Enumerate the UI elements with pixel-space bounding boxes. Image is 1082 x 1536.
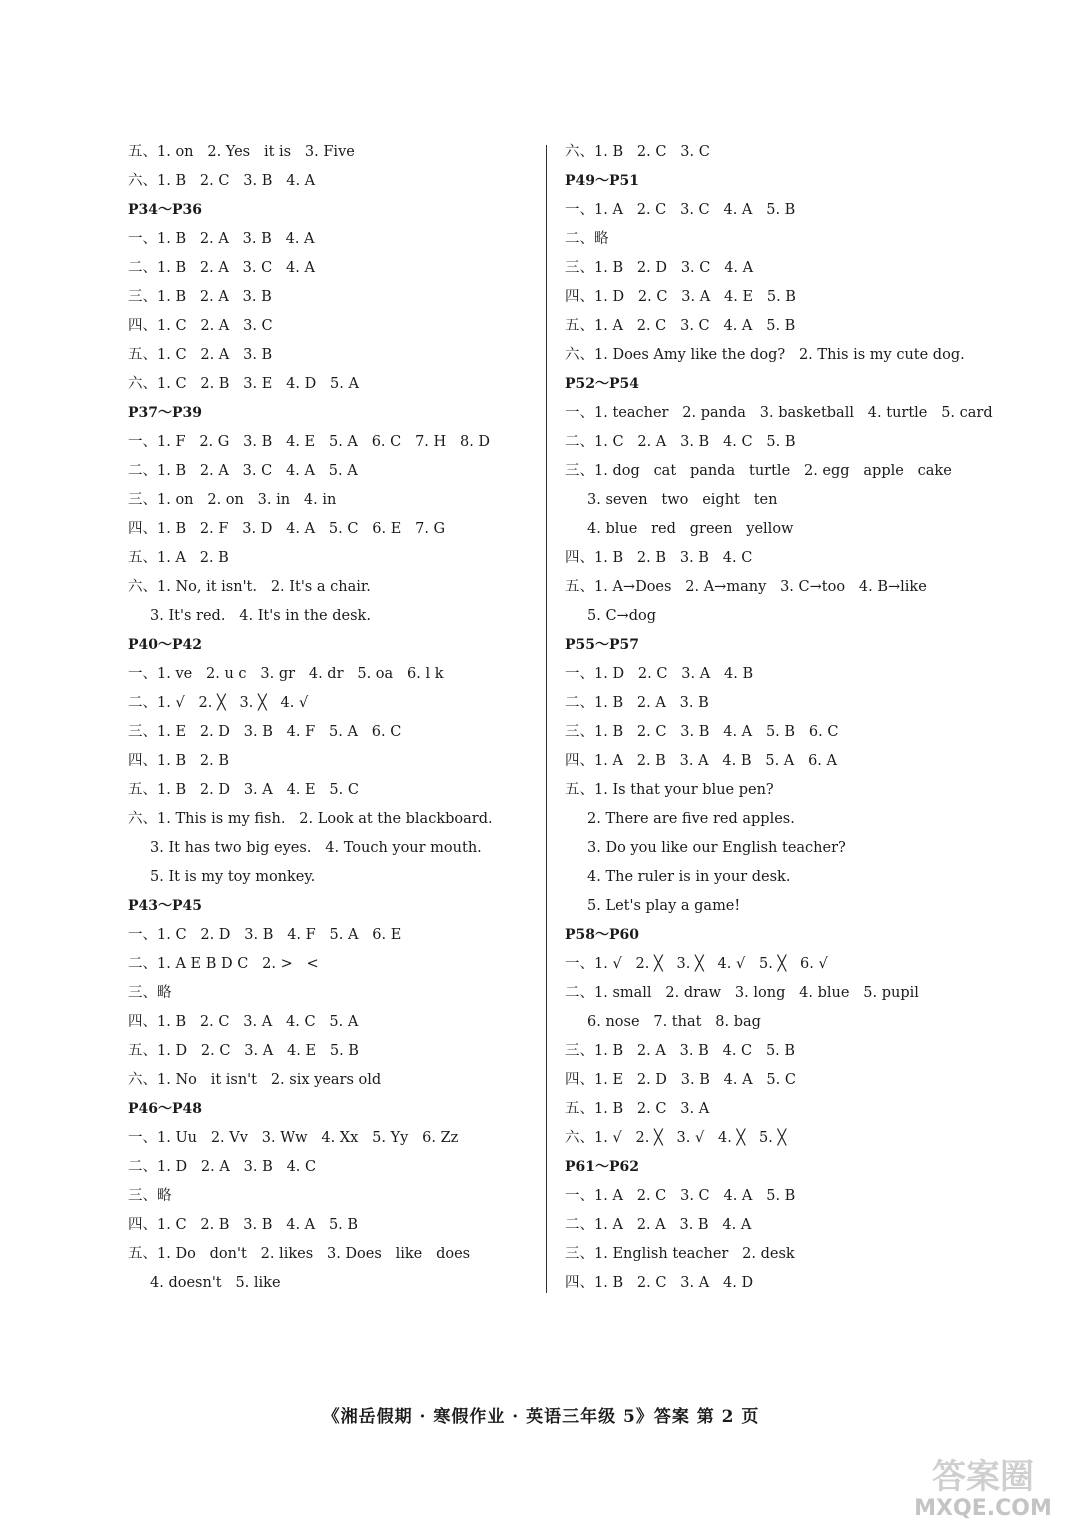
answer-line: 一、1. C 2. D 3. B 4. F 5. A 6. E — [128, 927, 402, 943]
section-heading: P55～P57 — [565, 637, 640, 653]
answer-line: 二、1. small 2. draw 3. long 4. blue 5. pupil — [565, 985, 919, 1001]
answer-line: 三、略 — [128, 985, 172, 1001]
answer-line: 四、1. C 2. A 3. C — [128, 318, 273, 334]
answer-line: 五、1. Do don't 2. likes 3. Does like does — [128, 1246, 471, 1262]
answer-line: 四、1. E 2. D 3. B 4. A 5. C — [565, 1072, 796, 1088]
answer-line: 三、1. English teacher 2. desk — [565, 1246, 795, 1262]
answer-line: 三、略 — [128, 1188, 172, 1204]
answer-line: 四、1. B 2. F 3. D 4. A 5. C 6. E 7. G — [128, 521, 446, 537]
answer-line: 二、1. B 2. A 3. C 4. A 5. A — [128, 463, 358, 479]
answer-line: 三、1. dog cat panda turtle 2. egg apple cake — [565, 463, 952, 479]
answer-line: 6. nose 7. that 8. bag — [587, 1014, 761, 1030]
answer-line: 六、1. B 2. C 3. C — [565, 144, 710, 160]
answer-line: 4. The ruler is in your desk. — [587, 869, 791, 885]
section-heading: P40～P42 — [128, 637, 203, 653]
answer-line: 五、1. C 2. A 3. B — [128, 347, 273, 363]
answer-line: 二、1. A 2. A 3. B 4. A — [565, 1217, 752, 1233]
answer-line: 一、1. A 2. C 3. C 4. A 5. B — [565, 202, 796, 218]
answer-line: 四、1. A 2. B 3. A 4. B 5. A 6. A — [565, 753, 837, 769]
answer-line: 二、1. D 2. A 3. B 4. C — [128, 1159, 317, 1175]
answer-line: 一、1. ve 2. u c 3. gr 4. dr 5. oa 6. l k — [128, 666, 444, 682]
answer-line: 5. C→dog — [587, 608, 656, 624]
answer-line: 一、1. Uu 2. Vv 3. Ww 4. Xx 5. Yy 6. Zz — [128, 1130, 459, 1146]
answer-line: 5. It is my toy monkey. — [150, 869, 316, 885]
answer-line: 五、1. on 2. Yes it is 3. Five — [128, 144, 355, 160]
answer-line: 四、1. B 2. B — [128, 753, 230, 769]
answer-line: 六、1. B 2. C 3. B 4. A — [128, 173, 316, 189]
answer-line: 五、1. A 2. C 3. C 4. A 5. B — [565, 318, 796, 334]
answer-line: 四、1. C 2. B 3. B 4. A 5. B — [128, 1217, 359, 1233]
watermark-text: 答案圈 — [932, 1457, 1034, 1497]
answer-line: 3. It has two big eyes. 4. Touch your mouth. — [150, 840, 482, 856]
answer-line: 二、1. C 2. A 3. B 4. C 5. B — [565, 434, 796, 450]
answer-line: 五、1. A→Does 2. A→many 3. C→too 4. B→like — [565, 579, 927, 595]
answer-line: 五、1. Is that your blue pen? — [565, 782, 774, 798]
section-heading: P34～P36 — [128, 202, 203, 218]
answer-line: 三、1. on 2. on 3. in 4. in — [128, 492, 337, 508]
answer-line: 五、1. D 2. C 3. A 4. E 5. B — [128, 1043, 359, 1059]
section-heading: P49～P51 — [565, 173, 640, 189]
watermark-url: MXQE.COM — [914, 1496, 1052, 1521]
section-heading: P52～P54 — [565, 376, 640, 392]
answer-line: 四、1. B 2. C 3. A 4. C 5. A — [128, 1014, 359, 1030]
answer-line: 3. seven two eight ten — [587, 492, 778, 508]
answer-line: 一、1. teacher 2. panda 3. basketball 4. turtle 5. card — [565, 405, 993, 421]
answer-line: 四、1. B 2. B 3. B 4. C — [565, 550, 753, 566]
answer-line: 六、1. No, it isn't. 2. It's a chair. — [128, 579, 371, 595]
section-heading: P61～P62 — [565, 1159, 640, 1175]
section-heading: P46～P48 — [128, 1101, 203, 1117]
answer-line: 五、1. A 2. B — [128, 550, 229, 566]
answer-line: 四、1. B 2. C 3. A 4. D — [565, 1275, 754, 1291]
answer-line: 六、1. No it isn't 2. six years old — [128, 1072, 382, 1088]
answer-line: 二、1. √ 2. ╳ 3. ╳ 4. √ — [128, 695, 309, 711]
answer-line: 二、1. B 2. A 3. C 4. A — [128, 260, 315, 276]
section-heading: P37～P39 — [128, 405, 203, 421]
answer-line: 三、1. B 2. D 3. C 4. A — [565, 260, 754, 276]
column-divider — [546, 145, 547, 1293]
page-footer: 《湘岳假期 · 寒假作业 · 英语三年级 5》答案 第 2 页 — [322, 1407, 760, 1427]
answer-line: 二、1. B 2. A 3. B — [565, 695, 709, 711]
answer-line: 六、1. Does Amy like the dog? 2. This is my cute dog. — [565, 347, 965, 363]
answer-line: 五、1. B 2. D 3. A 4. E 5. C — [128, 782, 359, 798]
left-answer-column — [128, 138, 528, 1298]
answer-line: 4. blue red green yellow — [587, 521, 794, 537]
answer-line: 三、1. B 2. C 3. B 4. A 5. B 6. C — [565, 724, 839, 740]
answer-line: 3. Do you like our English teacher? — [587, 840, 846, 856]
answer-line: 一、1. √ 2. ╳ 3. ╳ 4. √ 5. ╳ 6. √ — [565, 956, 828, 972]
answer-line: 六、1. This is my fish. 2. Look at the blackboard. — [128, 811, 493, 827]
answer-line: 3. It's red. 4. It's in the desk. — [150, 608, 371, 624]
right-answer-column — [565, 138, 993, 1298]
answer-line: 三、1. B 2. A 3. B 4. C 5. B — [565, 1043, 796, 1059]
answer-line: 五、1. B 2. C 3. A — [565, 1101, 710, 1117]
answer-line: 六、1. C 2. B 3. E 4. D 5. A — [128, 376, 359, 392]
answer-line: 三、1. E 2. D 3. B 4. F 5. A 6. C — [128, 724, 402, 740]
section-heading: P58～P60 — [565, 927, 640, 943]
answer-line: 三、1. B 2. A 3. B — [128, 289, 272, 305]
answer-line: 二、略 — [565, 231, 609, 247]
answer-line: 2. There are five red apples. — [587, 811, 795, 827]
answer-line: 一、1. F 2. G 3. B 4. E 5. A 6. C 7. H 8. D — [128, 434, 491, 450]
answer-line: 一、1. A 2. C 3. C 4. A 5. B — [565, 1188, 796, 1204]
answer-line: 一、1. B 2. A 3. B 4. A — [128, 231, 315, 247]
answer-line: 5. Let's play a game! — [587, 898, 741, 914]
answer-line: 一、1. D 2. C 3. A 4. B — [565, 666, 754, 682]
answer-line: 4. doesn't 5. like — [150, 1275, 281, 1291]
answer-line: 六、1. √ 2. ╳ 3. √ 4. ╳ 5. ╳ — [565, 1130, 787, 1146]
answer-line: 四、1. D 2. C 3. A 4. E 5. B — [565, 289, 796, 305]
watermark-logo — [898, 1458, 1068, 1528]
section-heading: P43～P45 — [128, 898, 203, 914]
answer-line: 二、1. A E B D C 2. > < — [128, 956, 319, 972]
